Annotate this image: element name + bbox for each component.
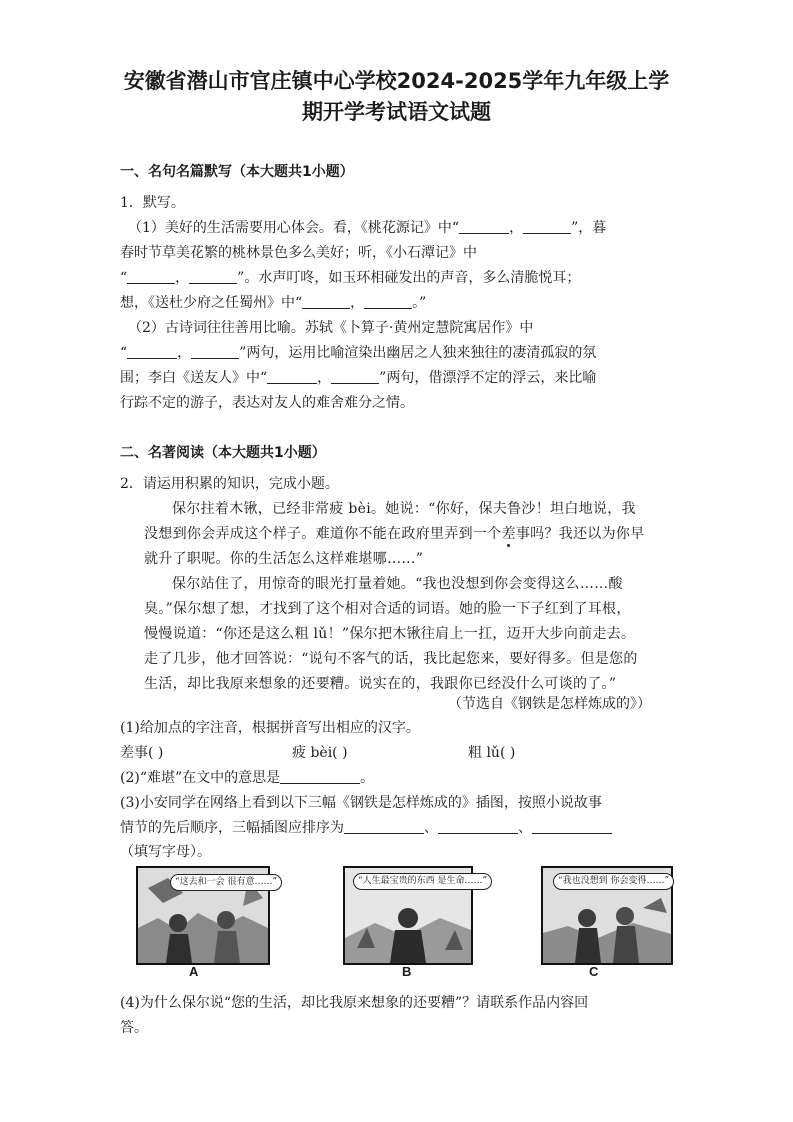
- text: （1）美好的生活需要用心体会。看，《桃花源记》中“: [128, 220, 460, 236]
- sub1-item-3: 粗 lǔ( ): [468, 745, 516, 761]
- text: ”两句，运用比喻渲染出幽居之人独来独往的凄清孤寂的氛: [239, 345, 597, 361]
- dotted-char: 差: [501, 526, 516, 542]
- text: (2)“难堪”在文中的意思是: [120, 770, 281, 786]
- answer-blank[interactable]: [127, 344, 177, 359]
- sub1-item-2: 疲 bèi( ): [292, 745, 348, 761]
- text: 围；李白《送友人》中“: [120, 370, 268, 386]
- answer-blank[interactable]: [344, 819, 424, 834]
- speech-bubble-a: “这去和一会 很有意……”: [170, 874, 282, 891]
- passage-line-8: 生活，却比我原来想象的还要糟。说实在的，我跟你已经没什么可谈的了。”: [144, 676, 617, 692]
- passage-line-3: 就升了职呢。你的生活怎么这样难堪哪……”: [144, 551, 424, 567]
- q1-part1-line4: [120, 292, 426, 312]
- answer-blank[interactable]: [280, 769, 360, 784]
- sub1-item-1: 差事( ): [120, 745, 164, 761]
- answer-blank[interactable]: [459, 219, 509, 234]
- passage-line-2: [144, 523, 645, 543]
- text: 。”: [412, 295, 427, 311]
- answer-blank[interactable]: [331, 369, 379, 384]
- text: ，: [175, 270, 190, 286]
- section-2-heading: 二、名著阅读（本大题共1小题）: [120, 445, 326, 461]
- q1-part1-line2: 春时节草美花繁的桃林景色多么美好；听，《小石潭记》中: [120, 245, 477, 261]
- passage-source: （节选自《钢铁是怎样炼成的》）: [448, 696, 651, 712]
- q1-part2-line3: [120, 367, 596, 387]
- text: 情节的先后顺序，三幅插图应排序为: [120, 820, 344, 836]
- illustration-a-caption: A: [189, 964, 199, 979]
- illustration-b: [343, 866, 488, 965]
- text: 、: [518, 820, 532, 836]
- title-line-1: 安徽省潜山市官庄镇中心学校2024-2025学年九年级上学: [123, 69, 670, 93]
- text: “: [120, 270, 128, 286]
- answer-blank[interactable]: [302, 294, 350, 309]
- sub-question-4-line1: (4)为什么保尔说“您的生活，却比我原来想象的还要糟”？请联系作品内容回: [120, 995, 589, 1011]
- sub-question-3-line3: （填写字母）。: [120, 844, 211, 860]
- illustration-a: [136, 866, 278, 965]
- passage-line-4: 保尔站住了，用惊奇的眼光打量着她。“我也没想到你会变得这么……酸: [172, 576, 623, 592]
- text: ，: [177, 345, 192, 361]
- text: ”，暮: [571, 220, 607, 236]
- passage-line-5: 臭。”保尔想了想，才找到了这个相对合适的词语。她的脸一下子红到了耳根，: [144, 601, 631, 617]
- text: 事吗？我还以为你早: [515, 526, 645, 542]
- text: 没想到你会弄成这个样子。难道你不能在政府里弄到一个: [144, 526, 502, 542]
- answer-blank[interactable]: [532, 819, 612, 834]
- answer-blank[interactable]: [191, 344, 239, 359]
- passage-line-6: 慢慢说道：“你还是这么粗 lǔ！”保尔把木锹往肩上一扛，迈开大步向前走去。: [144, 626, 636, 642]
- text: ，: [509, 220, 524, 236]
- q1-part2-line2: [120, 342, 596, 362]
- q1-part2-line1: （2）古诗词往往善用比喻。苏轼《卜算子·黄州定慧院寓居作》中: [128, 320, 534, 336]
- question-1-label: 1．默写。: [120, 195, 185, 211]
- question-2-label: 2．请运用积累的知识，完成小题。: [120, 476, 339, 492]
- text: ”。水声叮咚，如玉环相碰发出的声音，多么清脆悦耳；: [237, 270, 581, 286]
- answer-blank[interactable]: [127, 269, 175, 284]
- text: “: [120, 345, 128, 361]
- sub-question-3-line2: [120, 817, 612, 837]
- sub-question-2: [120, 767, 374, 787]
- answer-blank[interactable]: [438, 819, 518, 834]
- text: ，: [350, 295, 365, 311]
- text: 想，《送杜少府之任蜀州》中“: [120, 295, 303, 311]
- text: 、: [424, 820, 438, 836]
- illustration-c-caption: C: [589, 964, 599, 979]
- answer-blank[interactable]: [189, 269, 237, 284]
- text: ”两句，借漂浮不定的浮云，来比喻: [379, 370, 597, 386]
- text: ，: [317, 370, 332, 386]
- section-1-heading: 一、名句名篇默写（本大题共1小题）: [120, 164, 354, 180]
- q1-part1-line3: [120, 267, 580, 287]
- passage-line-7: 走了几步，他才回答说：“说句不客气的话，我比起您来，要好得多。但是您的: [144, 651, 638, 667]
- text: 。: [360, 770, 375, 786]
- speech-bubble-b: “人生最宝贵的东西 是生命……”: [353, 873, 492, 890]
- speech-bubble-c: “我也没想到 你会变得……”: [553, 873, 674, 890]
- answer-blank[interactable]: [523, 219, 571, 234]
- sub-question-3-line1: (3)小安同学在网络上看到以下三幅《钢铁是怎样炼成的》插图，按照小说故事: [120, 795, 602, 811]
- illustration-b-caption: B: [402, 964, 412, 979]
- title-line-2: 期开学考试语文试题: [302, 100, 491, 124]
- illustration-c: [541, 866, 673, 965]
- exam-title: [120, 66, 673, 128]
- sub-question-1: (1)给加点的字注音，根据拼音写出相应的汉字。: [120, 720, 420, 736]
- q1-part2-line4: 行踪不定的游子，表达对友人的难舍难分之情。: [120, 395, 414, 411]
- sub-question-4-line2: 答。: [120, 1020, 148, 1036]
- answer-blank[interactable]: [267, 369, 317, 384]
- passage-line-1: 保尔拄着木锹，已经非常疲 bèi。她说：“你好，保夫鲁沙！坦白地说，我: [172, 501, 636, 517]
- answer-blank[interactable]: [364, 294, 412, 309]
- q1-part1-line1: [128, 217, 606, 237]
